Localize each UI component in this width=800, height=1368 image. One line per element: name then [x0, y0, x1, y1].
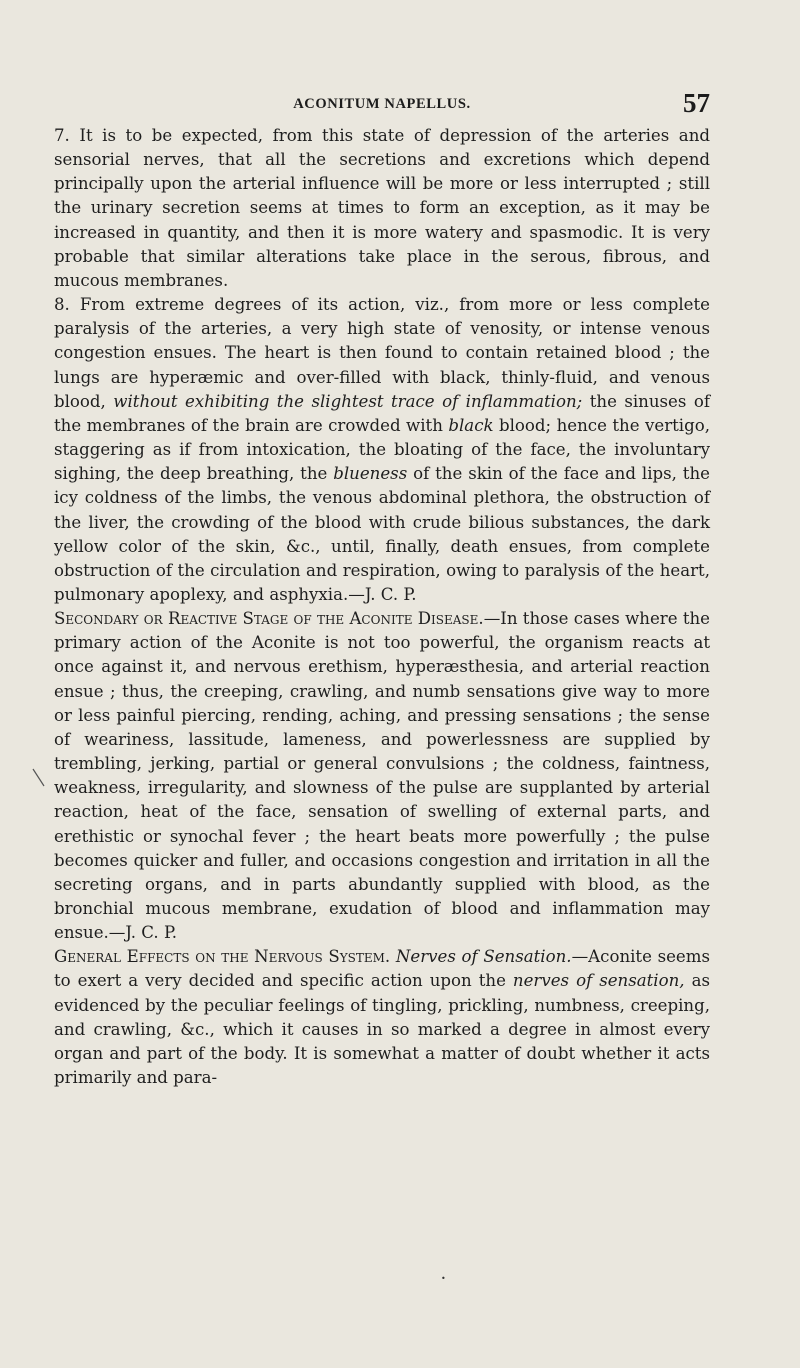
paragraph-8-italic1: without exhibiting the slightest trace of inflammation; — [113, 391, 583, 411]
general-effects-italic-a: nerves of sensation, — [512, 971, 685, 991]
general-effects-text-b: as evidenced by the peculiar feelings of tingling, prickling, numbness, creeping, and crawling, &c., which it causes in so marked a degree in almost every organ and part of the body. It is somewhat a matter of doubt whether it acts primarily and para- — [54, 971, 710, 1088]
paragraph-7-text: 7. It is to be expected, from this state of depression of the arteries and sensorial nerves, that all the secretions and excretions which depend principally upon the arterial influence will be more or less interrupted ; still the urinary secretion seems at times to form an exception, as it may be increased in quantity, and then it is more watery and spasmodic. It is very probable that similar alterations take place in the serous, fibrous, and mucous membranes. — [54, 126, 710, 290]
general-effects-heading: General Effects on the Nervous System. — [54, 947, 391, 967]
paragraph-8 — [54, 293, 710, 607]
running-head — [54, 88, 710, 122]
margin-pencil-mark — [32, 768, 46, 788]
secondary-stage-paragraph — [54, 607, 710, 945]
body-text — [54, 124, 710, 1090]
paragraph-8-part2: the sinuses of the membranes of the brain are crowded with — [54, 391, 710, 435]
paragraph-8-italic2: black — [448, 415, 494, 435]
secondary-stage-heading: Secondary or Reactive Stage of the Aconite Disease. — [54, 609, 484, 629]
paragraph-8-part1: 8. From extreme degrees of its action, viz., from more or less complete paralysis of the arteries, a very high state of venosity, or intense venous congestion ensues. The heart is then found to contain retained blood ; the lungs are hyperæmic and over-filled with black, thinly-fluid, and venous blood, — [54, 295, 710, 411]
paragraph-7 — [54, 124, 710, 293]
page-number: 57 — [683, 88, 710, 118]
footer-dot: • — [441, 1274, 446, 1283]
paragraph-8-part3: blood; hence the vertigo, staggering as if from intoxication, the bloating of the face, the involuntary sighing, the deep breathing, the — [54, 415, 710, 484]
paragraph-8-italic3: blueness — [333, 464, 408, 484]
running-title: ACONITUM NAPELLUS. — [293, 96, 471, 112]
general-effects-paragraph — [54, 945, 710, 1090]
secondary-stage-text: —In those cases where the primary action of the Aconite is not too powerful, the organism reacts at once against it, and nervous erethism, hyperæsthesia, and arterial reaction ensue ; thus, the creeping, crawling, and numb sensations give way to more or less painful piercing, rending, aching, and pressing sensations ; the sense of weariness, lassitude, lameness, and powerlessness are supplied by trembling, jerking, partial or general convulsions ; the coldness, faintness, weakness, irregularity, and slowness of the pulse are supplanted by arterial reaction, heat of the face, sensation of swelling of external parts, and erethistic or synochal fever ; the heart beats more powerfully ; the pulse becomes quicker and fuller, and occasions congestion and irritation in all the secreting organs, and in parts abundantly supplied with blood, as the bronchial mucous membrane, exudation of blood and inflammation may ensue.—J. C. P. — [54, 609, 710, 943]
paragraph-8-part4: of the skin of the face and lips, the icy coldness of the limbs, the venous abdominal plethora, the obstruction of the liver, the crowding of the blood with crude bilious substances, the dark yellow color of the skin, &c., until, finally, death ensues, from complete obstruction of the circulation and respiration, owing to paralysis of the heart, pulmonary apoplexy, and asphyxia.—J. C. P. — [54, 464, 710, 604]
nerves-of-sensation-heading: Nerves of Sensation. — [390, 947, 572, 967]
general-effects-text-a: —Aconite seems to exert a very decided and specific action upon the — [54, 947, 711, 991]
